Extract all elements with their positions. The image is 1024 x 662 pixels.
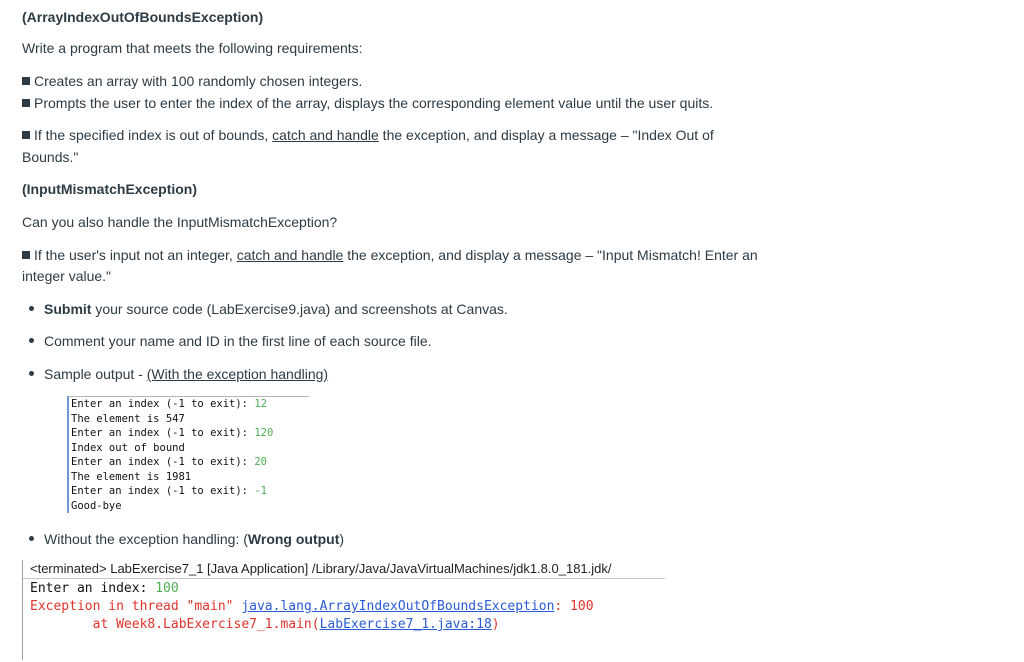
requirement-3-line2: Bounds." xyxy=(22,149,79,165)
console-prompt: Enter an index: xyxy=(30,581,156,596)
requirement-3 xyxy=(22,125,714,146)
console-line xyxy=(71,412,309,427)
console-input: 12 xyxy=(254,398,267,410)
console-prompt-input: 100 xyxy=(155,581,179,596)
requirement-1 xyxy=(22,71,362,92)
console-text: Index out of bound xyxy=(71,441,185,454)
heading-array-index: (ArrayIndexOutOfBoundsException) xyxy=(22,9,264,25)
requirement-4 xyxy=(22,245,758,266)
console-text: Enter an index (-1 to exit): xyxy=(71,485,255,497)
sample-console xyxy=(67,396,309,513)
without-text-end: ) xyxy=(339,531,345,547)
intro-text: Write a program that meets the following requirements: xyxy=(22,40,363,56)
requirement-4-text-cont: the exception, and display a message – "Input Mismatch! Enter an xyxy=(343,247,758,263)
square-bullet-icon xyxy=(22,77,30,85)
console-input: 120 xyxy=(254,427,274,439)
console-line xyxy=(71,470,309,485)
console-line xyxy=(71,397,309,412)
requirement-4-line2: integer value." xyxy=(22,268,112,284)
exception-text: Exception in thread "main" xyxy=(30,599,242,614)
square-bullet-icon xyxy=(22,251,30,259)
exception-value: : 100 xyxy=(554,599,594,614)
eclipse-console xyxy=(22,560,663,660)
stacktrace-text: at Week8.LabExercise7_1.main( xyxy=(30,617,320,632)
console-input: -1 xyxy=(254,485,267,497)
submit-bold: Submit xyxy=(44,301,92,317)
console-header: <terminated> LabExercise7_1 [Java Application] /Library/Java/JavaVirtualMachines/jdk1.8.0_181.jdk/ xyxy=(23,560,665,579)
exception-class-link[interactable]: java.lang.ArrayIndexOutOfBoundsException xyxy=(241,599,555,614)
question-text: Can you also handle the InputMismatchException? xyxy=(22,214,338,230)
bullet-dot-icon xyxy=(29,338,34,343)
console-text: Enter an index (-1 to exit): xyxy=(71,398,255,410)
heading-input-mismatch: (InputMismatchException) xyxy=(22,181,198,197)
console-text: The element is 1981 xyxy=(71,470,192,483)
console-line xyxy=(71,426,309,441)
console-line xyxy=(71,441,309,456)
sample-output-text: Sample output - xyxy=(44,366,147,382)
bullet-dot-icon xyxy=(29,371,34,376)
bullet-sample-output xyxy=(29,364,328,385)
console-text: Enter an index (-1 to exit): xyxy=(71,456,255,468)
console-input: 20 xyxy=(254,456,267,468)
without-text: Without the exception handling: ( xyxy=(44,531,248,547)
catch-handle-link[interactable]: catch and handle xyxy=(272,127,379,143)
comment-text: Comment your name and ID in the first line of each source file. xyxy=(44,333,432,349)
console-line xyxy=(71,455,309,470)
requirement-3-text: If the specified index is out of bounds, xyxy=(34,127,273,143)
stacktrace-end: ) xyxy=(491,617,500,632)
bullet-dot-icon xyxy=(29,306,34,311)
exception-handling-link[interactable]: (With the exception handling) xyxy=(146,366,329,382)
bullet-comment xyxy=(29,331,432,352)
requirement-4-text: If the user's input not an integer, xyxy=(34,247,237,263)
requirement-3-text-cont: the exception, and display a message – "Index Out of xyxy=(378,127,714,143)
requirement-1-text: Creates an array with 100 randomly chosen integers. xyxy=(34,73,363,89)
square-bullet-icon xyxy=(22,131,30,139)
console-line xyxy=(71,499,309,514)
source-file-link[interactable]: LabExercise7_1.java:18 xyxy=(319,617,492,632)
requirement-2 xyxy=(22,93,713,114)
square-bullet-icon xyxy=(22,99,30,107)
bullet-without-handling xyxy=(29,529,344,550)
console-prompt-line xyxy=(30,580,179,598)
bullet-submit xyxy=(29,299,508,320)
console-stacktrace-line xyxy=(30,616,500,634)
wrong-output-bold: Wrong output xyxy=(247,531,340,547)
catch-handle-link[interactable]: catch and handle xyxy=(236,247,344,263)
console-text: Good-bye xyxy=(71,499,122,512)
console-text: Enter an index (-1 to exit): xyxy=(71,427,255,439)
requirement-2-text: Prompts the user to enter the index of the array, displays the corresponding element value until the user quits. xyxy=(34,95,714,111)
console-text: The element is 547 xyxy=(71,412,185,425)
submit-text: your source code (LabExercise9.java) and screenshots at Canvas. xyxy=(91,301,508,317)
bullet-dot-icon xyxy=(29,536,34,541)
console-exception-line xyxy=(30,598,594,616)
console-line xyxy=(71,484,309,499)
